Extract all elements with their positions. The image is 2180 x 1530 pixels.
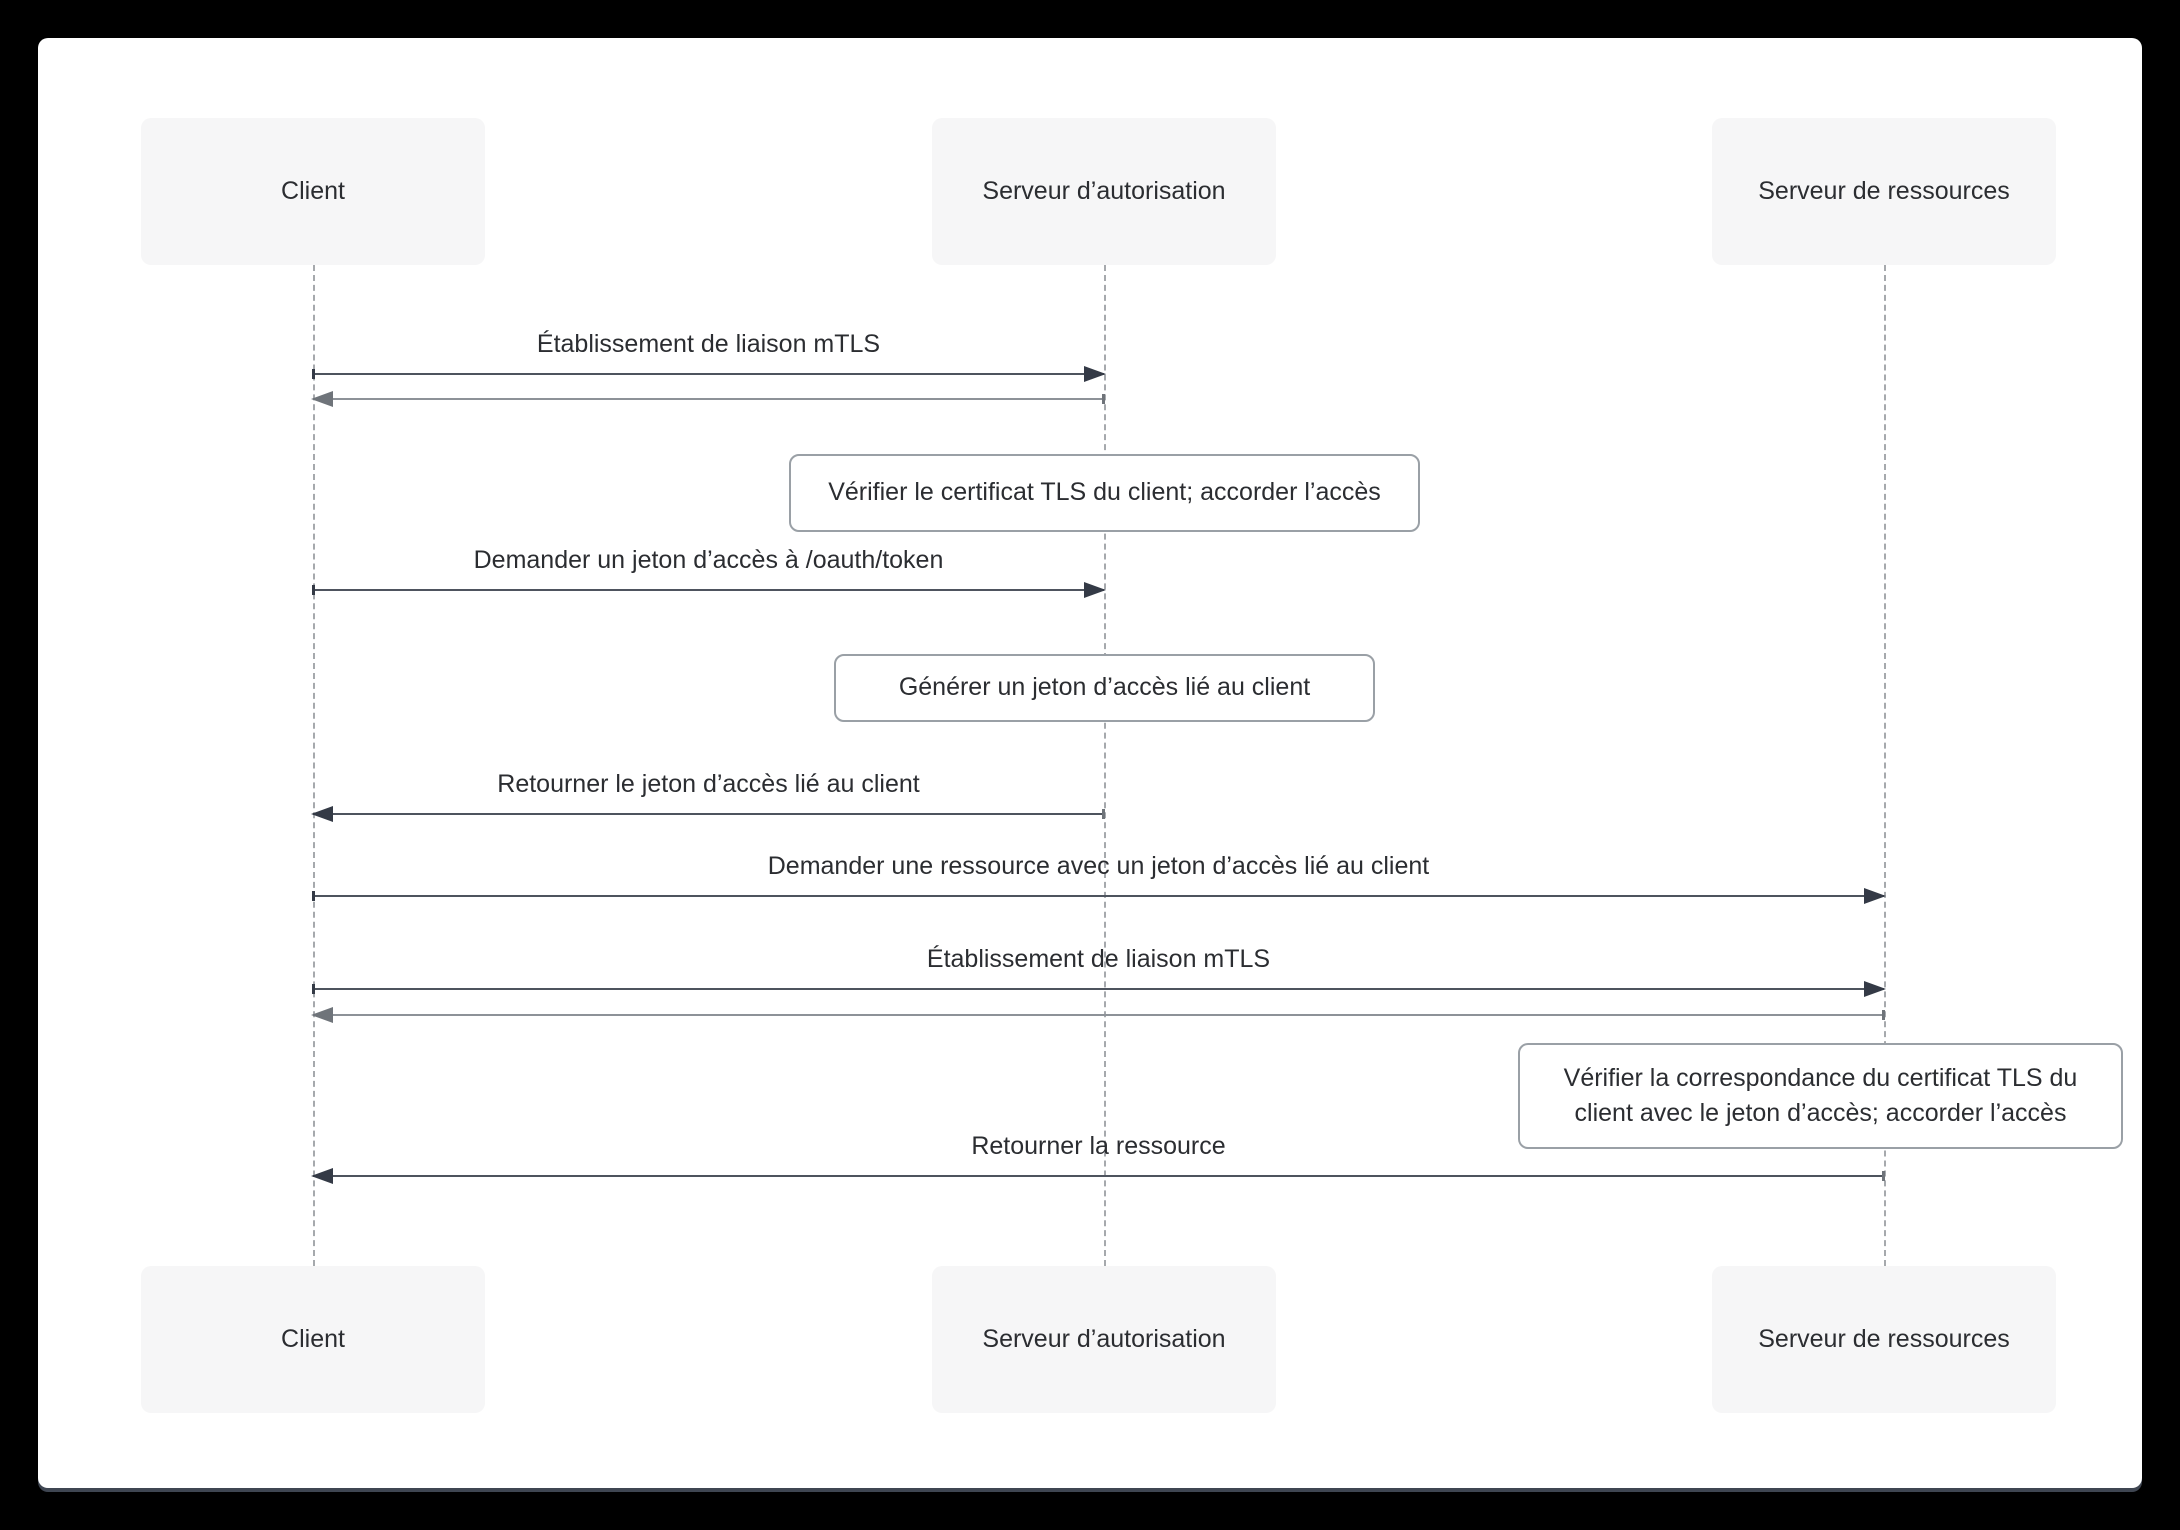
lifeline-auth-server [1104, 265, 1106, 1266]
actor-label-resource-server: Serveur de ressources [1758, 177, 2010, 205]
actor-label-auth-server: Serveur d’autorisation [982, 1325, 1226, 1353]
arrowhead-left-icon [311, 1168, 333, 1184]
message-line-mtls-handshake-auth [313, 373, 1104, 375]
actor-label-client: Client [281, 177, 345, 205]
note-text: Vérifier la correspondance du certificat TLS du client avec le jeton d’accès; accorder l’accès [1563, 1063, 2078, 1127]
actor-label-client: Client [281, 1325, 345, 1353]
lifeline-client [313, 265, 315, 1266]
note-generate-token [834, 654, 1375, 722]
message-label-return-token: Retourner le jeton d’accès lié au client [497, 770, 920, 798]
arrowhead-left-icon [311, 1007, 333, 1023]
message-label-request-resource: Demander une ressource avec un jeton d’accès lié au client [767, 852, 1430, 880]
arrowhead-right-icon [1084, 582, 1106, 598]
line-start-tick [1882, 1171, 1885, 1181]
arrowhead-left-icon [311, 391, 333, 407]
actor-label-resource-server: Serveur de ressources [1758, 1325, 2010, 1353]
arrowhead-right-icon [1864, 981, 1886, 997]
actor-box-auth-server-top [932, 118, 1276, 265]
actor-box-auth-server-bottom [932, 1266, 1276, 1413]
note-text: Générer un jeton d’accès lié au client [898, 673, 1311, 702]
line-start-tick [312, 984, 315, 994]
actor-box-client-top [141, 118, 485, 265]
message-line-return-resource [313, 1175, 1884, 1177]
message-label-request-token: Demander un jeton d’accès à /oauth/token [473, 546, 944, 574]
reply-line-mtls-handshake-auth [313, 398, 1104, 400]
note-text: Vérifier le certificat TLS du client; accorder l’accès [828, 478, 1381, 507]
arrowhead-right-icon [1084, 366, 1106, 382]
arrowhead-right-icon [1864, 888, 1886, 904]
message-label-mtls-handshake-resource: Établissement de liaison mTLS [926, 945, 1271, 973]
message-line-mtls-handshake-resource [313, 988, 1884, 990]
reply-line-mtls-handshake-resource [313, 1014, 1884, 1016]
message-label-return-resource: Retourner la ressource [971, 1132, 1226, 1160]
message-line-request-token [313, 589, 1104, 591]
actor-box-resource-server-top [1712, 118, 2056, 265]
actor-label-auth-server: Serveur d’autorisation [982, 177, 1226, 205]
line-start-tick [1102, 394, 1105, 404]
line-start-tick [312, 369, 315, 379]
actor-box-resource-server-bottom [1712, 1266, 2056, 1413]
line-start-tick [312, 891, 315, 901]
line-start-tick [1102, 809, 1105, 819]
diagram-canvas [38, 38, 2142, 1488]
message-line-return-token [313, 813, 1104, 815]
note-verify-client-cert [789, 454, 1420, 532]
line-start-tick [312, 585, 315, 595]
actor-box-client-bottom [141, 1266, 485, 1413]
arrowhead-left-icon [311, 806, 333, 822]
line-start-tick [1882, 1010, 1885, 1020]
message-line-request-resource [313, 895, 1884, 897]
message-label-mtls-handshake-auth: Établissement de liaison mTLS [536, 330, 881, 358]
